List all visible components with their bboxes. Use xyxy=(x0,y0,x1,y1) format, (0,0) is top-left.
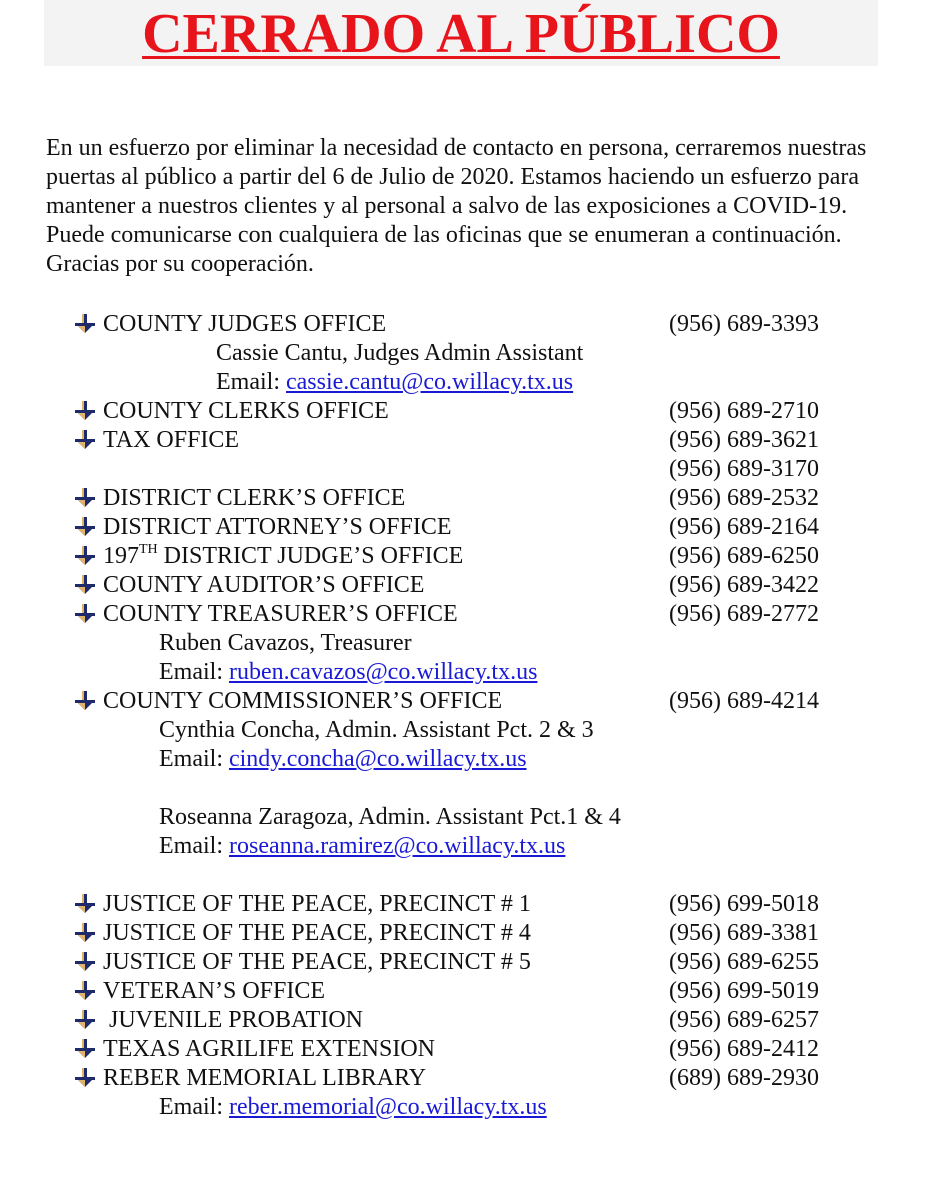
office-phone: (956) 689-2772 xyxy=(669,601,819,627)
email-link[interactable]: reber.memorial@co.willacy.tx.us xyxy=(228,1094,547,1120)
office-row-district-attorney xyxy=(0,513,948,542)
arrow-down-bullet-icon xyxy=(74,545,96,567)
office-name: COUNTY COMMISSIONER’S OFFICE xyxy=(103,688,503,714)
arrow-down-bullet-icon xyxy=(74,1009,96,1031)
office-phone: (956) 689-3621 xyxy=(669,427,819,453)
office-directory xyxy=(0,310,948,1122)
email-label: Email: xyxy=(159,659,229,685)
office-row-jp-5 xyxy=(0,948,948,977)
office-row-agrilife xyxy=(0,1035,948,1064)
office-name: TEXAS AGRILIFE EXTENSION xyxy=(103,1036,435,1062)
office-phone: (956) 689-4214 xyxy=(669,688,819,714)
office-name-number: 197 xyxy=(103,543,139,569)
office-name xyxy=(103,542,463,571)
arrow-down-bullet-icon xyxy=(74,400,96,422)
office-phone: (956) 689-2710 xyxy=(669,398,819,424)
arrow-down-bullet-icon xyxy=(74,603,96,625)
arrow-down-bullet-icon xyxy=(74,1067,96,1089)
office-name-ordinal: TH xyxy=(139,542,158,557)
email-row xyxy=(0,1093,948,1122)
office-name: COUNTY AUDITOR’S OFFICE xyxy=(103,572,425,598)
arrow-down-bullet-icon xyxy=(74,951,96,973)
contact-row xyxy=(0,629,948,658)
office-row-district-judge xyxy=(0,542,948,571)
email-line xyxy=(159,1093,547,1122)
office-phone: (956) 689-3393 xyxy=(669,311,819,337)
arrow-down-bullet-icon xyxy=(74,429,96,451)
email-line xyxy=(159,658,537,687)
email-label: Email: xyxy=(216,369,286,395)
office-name: COUNTY CLERKS OFFICE xyxy=(103,398,389,424)
arrow-down-bullet-icon xyxy=(74,574,96,596)
email-row xyxy=(0,658,948,687)
office-phone: (956) 689-6257 xyxy=(669,1007,819,1033)
office-phone: (956) 689-2532 xyxy=(669,485,819,511)
email-row xyxy=(0,368,948,397)
office-row-tax xyxy=(0,426,948,455)
office-name: REBER MEMORIAL LIBRARY xyxy=(103,1065,427,1091)
office-name: JUSTICE OF THE PEACE, PRECINCT # 4 xyxy=(103,920,531,946)
office-name: VETERAN’S OFFICE xyxy=(103,978,326,1004)
office-name-rest: DISTRICT JUDGE’S OFFICE xyxy=(157,543,464,569)
email-label: Email: xyxy=(159,1094,229,1120)
office-row-county-treasurer xyxy=(0,600,948,629)
arrow-down-bullet-icon xyxy=(74,487,96,509)
office-name: TAX OFFICE xyxy=(103,427,240,453)
office-phone: (956) 689-3381 xyxy=(669,920,819,946)
office-phone: (689) 689-2930 xyxy=(669,1065,819,1091)
office-name: JUSTICE OF THE PEACE, PRECINCT # 1 xyxy=(103,891,531,917)
email-link[interactable]: ruben.cavazos@co.willacy.tx.us xyxy=(228,659,538,685)
arrow-down-bullet-icon xyxy=(74,922,96,944)
office-row-juvenile-probation xyxy=(0,1006,948,1035)
spacer xyxy=(0,861,948,890)
office-name: COUNTY TREASURER’S OFFICE xyxy=(103,601,458,627)
office-row-jp-4 xyxy=(0,919,948,948)
office-row-district-clerk xyxy=(0,484,948,513)
office-phone: (956) 699-5018 xyxy=(669,891,819,917)
title-banner xyxy=(44,0,878,66)
office-row-library xyxy=(0,1064,948,1093)
office-phone: (956) 689-2164 xyxy=(669,514,819,540)
office-row-county-judges xyxy=(0,310,948,339)
arrow-down-bullet-icon xyxy=(74,690,96,712)
contact-row xyxy=(0,339,948,368)
office-row-tax-second-phone xyxy=(0,455,948,484)
email-label: Email: xyxy=(159,833,229,859)
contact-row xyxy=(0,716,948,745)
arrow-down-bullet-icon xyxy=(74,1038,96,1060)
office-name: DISTRICT CLERK’S OFFICE xyxy=(103,485,406,511)
arrow-down-bullet-icon xyxy=(74,893,96,915)
office-phone-secondary: (956) 689-3170 xyxy=(669,456,819,482)
contact-name: Ruben Cavazos, Treasurer xyxy=(159,630,412,656)
email-label: Email: xyxy=(159,746,229,772)
email-line xyxy=(159,832,565,861)
office-name: JUVENILE PROBATION xyxy=(103,1007,363,1033)
contact-name: Roseanna Zaragoza, Admin. Assistant Pct.1 & 4 xyxy=(159,804,621,830)
office-phone: (956) 689-6255 xyxy=(669,949,819,975)
office-row-county-clerks xyxy=(0,397,948,426)
office-name: DISTRICT ATTORNEY’S OFFICE xyxy=(103,514,452,540)
email-line xyxy=(159,745,527,774)
intro-paragraph: En un esfuerzo por eliminar la necesidad de contacto en persona, cerraremos nuestras puertas al público a partir del 6 de Julio de 2020. Estamos haciendo un esfuerzo para mantener a nuestros clientes y al personal a salvo de las exposiciones a COVID-19. Puede comunicarse con cualquiera de las oficinas que se enumeran a continuación. Gracias por su cooperación. xyxy=(46,135,867,277)
office-phone: (956) 689-3422 xyxy=(669,572,819,598)
email-row xyxy=(0,832,948,861)
office-phone: (956) 699-5019 xyxy=(669,978,819,1004)
email-row xyxy=(0,745,948,774)
arrow-down-bullet-icon xyxy=(74,313,96,335)
email-link[interactable]: cindy.concha@co.willacy.tx.us xyxy=(228,746,527,772)
email-link[interactable]: roseanna.ramirez@co.willacy.tx.us xyxy=(228,833,566,859)
email-line xyxy=(216,368,573,397)
office-row-county-auditor xyxy=(0,571,948,600)
contact-name: Cassie Cantu, Judges Admin Assistant xyxy=(216,340,584,366)
contact-row xyxy=(0,803,948,832)
office-name: JUSTICE OF THE PEACE, PRECINCT # 5 xyxy=(103,949,531,975)
office-name: COUNTY JUDGES OFFICE xyxy=(103,311,387,337)
email-link[interactable]: cassie.cantu@co.willacy.tx.us xyxy=(285,369,574,395)
office-row-jp-1 xyxy=(0,890,948,919)
arrow-down-bullet-icon xyxy=(74,516,96,538)
office-row-county-commissioner xyxy=(0,687,948,716)
office-row-veterans xyxy=(0,977,948,1006)
arrow-down-bullet-icon xyxy=(74,980,96,1002)
office-phone: (956) 689-2412 xyxy=(669,1036,819,1062)
office-phone: (956) 689-6250 xyxy=(669,543,819,569)
contact-name: Cynthia Concha, Admin. Assistant Pct. 2 & 3 xyxy=(159,717,594,743)
page-title: CERRADO AL PÚBLICO xyxy=(142,3,780,65)
spacer xyxy=(0,774,948,803)
